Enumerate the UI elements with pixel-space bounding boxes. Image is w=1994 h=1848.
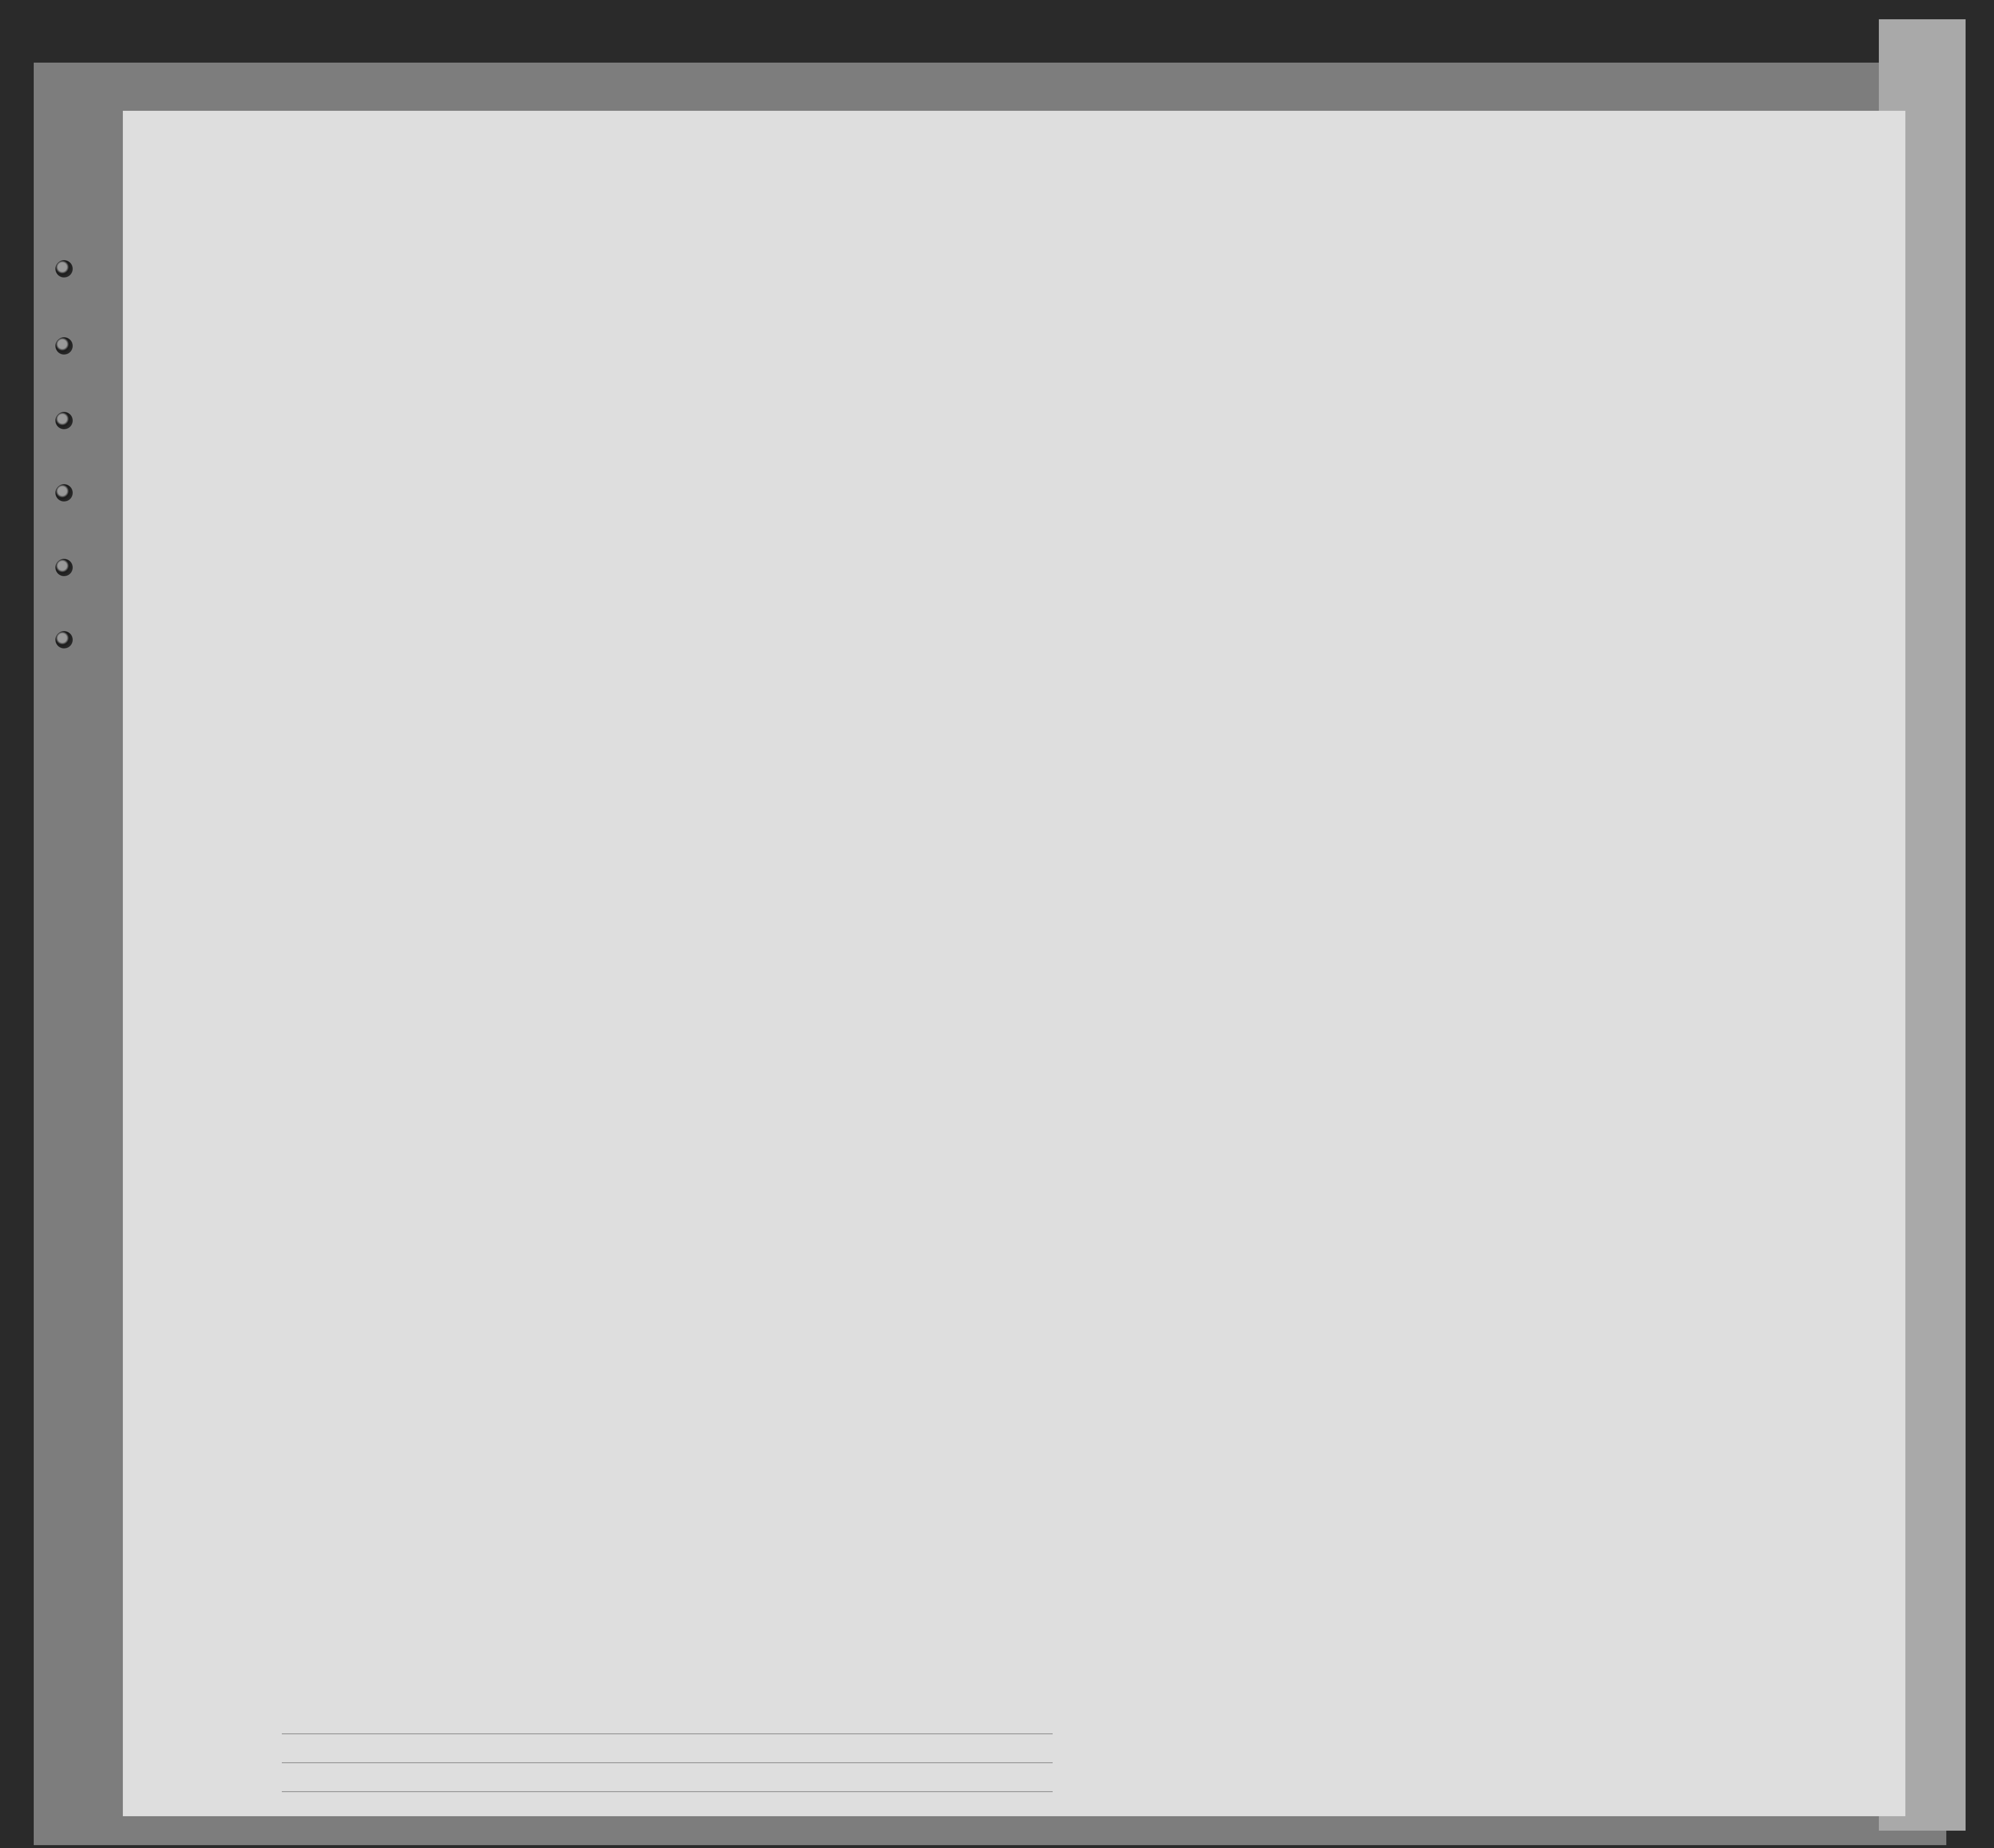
- binder-hole: [55, 631, 73, 648]
- agents-rule: [282, 1791, 1053, 1792]
- binder-hole: [55, 412, 73, 429]
- line-rule: [282, 1733, 1053, 1734]
- owners-rule: [282, 1762, 1053, 1763]
- binder-hole: [55, 337, 73, 355]
- manifest-sheet: [123, 111, 1905, 1816]
- binder-hole: [55, 484, 73, 502]
- crew-table: [123, 111, 1905, 1816]
- binder-hole: [55, 559, 73, 576]
- binder-hole: [55, 260, 73, 277]
